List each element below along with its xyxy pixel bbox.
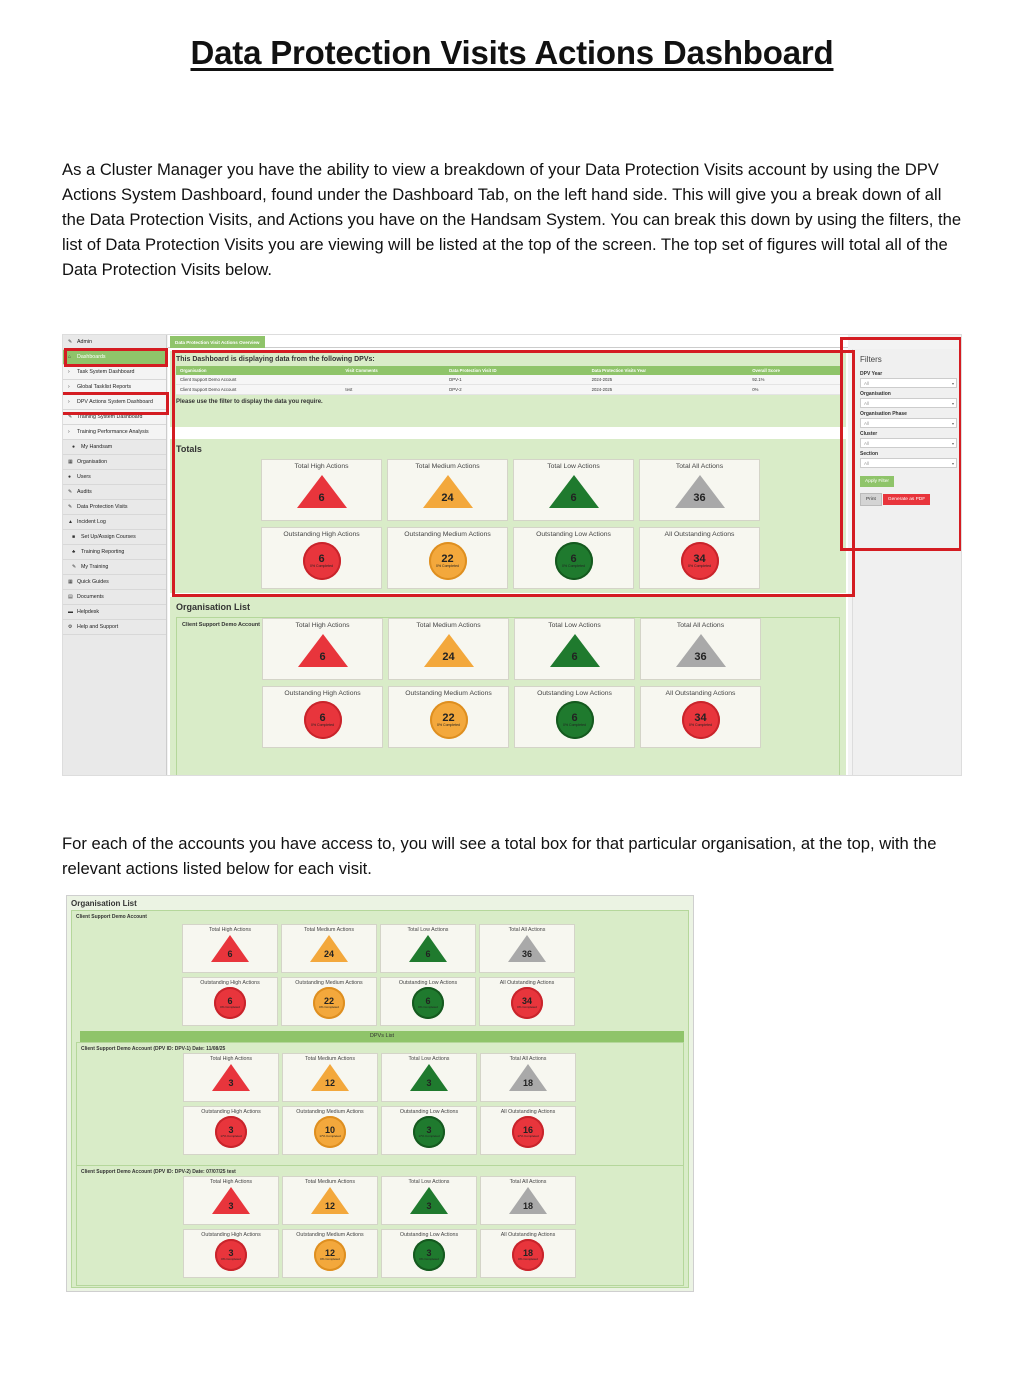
tile-label: Total Low Actions [547,463,600,470]
tile-value: 6 [425,996,431,1006]
sidebar-item-helpdesk[interactable] [63,605,166,620]
dashboard-main [168,335,848,776]
chevron-right-icon: › [68,429,70,435]
tile-total-low-actions [381,1176,477,1225]
tile-all-outstanding-actions [639,527,760,589]
filters-panel [852,349,962,776]
filters-title: Filters [860,355,882,364]
tile-total-low-actions [513,459,634,521]
tile-total-high-actions [183,1053,279,1102]
progress-circle-icon [313,987,345,1019]
tile-value: 6 [571,650,578,663]
tile-total-medium-actions [387,459,508,521]
completed-label: 17% Completed [319,1134,341,1138]
progress-circle-icon [413,1116,445,1148]
tile-label: Total Low Actions [407,927,449,933]
tile-value: 36 [521,948,532,959]
tile-label: All Outstanding Actions [664,531,735,538]
sidebar-item-label: My Handsam [81,444,113,450]
tile-value: 6 [318,552,325,565]
completed-label: 0% Completed [436,563,459,568]
tile-value: 3 [228,1200,234,1211]
totals-heading: Totals [176,444,202,454]
tile-label: Total High Actions [208,927,252,933]
tile-label: Outstanding Medium Actions [405,690,492,697]
dpv-source-heading: This Dashboard is displaying data from the following DPVs: [176,356,375,363]
home-icon: ⌂ [68,354,72,360]
table-cell: DPV-1 [445,375,587,385]
progress-circle-icon [303,542,341,580]
tile-label: Outstanding High Actions [201,1109,261,1115]
sidebar-item-label: Help and Support [77,624,119,630]
sidebar-item-label: Incident Log [77,519,106,525]
tile-total-all-actions [640,618,761,680]
tile-outstanding-low-actions [380,977,476,1026]
filter-select-cluster[interactable] [860,438,957,448]
tile-total-high-actions [182,924,278,973]
tile-value: 36 [693,491,706,504]
tile-label: Total High Actions [209,1179,253,1185]
tile-total-all-actions [479,924,575,973]
tile-outstanding-medium-actions [282,1229,378,1278]
dpv-source-panel [170,351,846,427]
tile-value: 12 [324,1200,335,1211]
tile-label: All Outstanding Actions [500,1109,556,1115]
sidebar-item-users[interactable] [63,470,166,485]
tile-total-low-actions [514,618,635,680]
org-paragraph: For each of the accounts you have access to, you will see a total box for that particular organisation, at the top, with the relevant actions listed below for each visit. [62,834,937,878]
organisation-card-2 [71,910,689,1288]
tile-label: Total High Actions [294,463,349,470]
sidebar-item-set-up-assign-courses[interactable] [63,530,166,545]
sidebar-item-admin[interactable] [63,335,166,350]
progress-circle-icon [314,1239,346,1271]
tile-label: Outstanding High Actions [200,980,260,986]
organisation-name-2: Client Support Demo Account [76,914,147,920]
filter-select-dpv-year[interactable] [860,378,957,388]
tile-label: Total All Actions [509,1179,547,1185]
table-cell: 92.1% [748,375,840,385]
dpvs-list-bar: DPVs List [80,1031,684,1042]
totals-panel [170,439,846,593]
organisation-card [176,617,840,776]
completed-label: 0% Completed [320,1257,340,1261]
completed-label: 0% Completed [518,1257,538,1261]
chevron-right-icon: › [68,399,70,405]
chevron-right-icon: › [68,369,70,375]
sidebar-item-label: Helpdesk [77,609,100,615]
document-title: Data Protection Visits Actions Dashboard [190,34,834,71]
completed-label: 0% Completed [310,563,333,568]
tile-label: Outstanding Medium Actions [295,980,363,986]
tile-total-medium-actions [282,1176,378,1225]
table-cell: DPV-2 [445,385,587,395]
completed-label: 17% Completed [220,1134,242,1138]
apply-filter-button[interactable]: Apply Filter [860,476,894,487]
tab-dpv-overview[interactable]: Data Protection Visit Actions Overview [170,336,265,348]
tile-total-high-actions [262,618,383,680]
wrench-icon: ✎ [68,504,73,510]
table-header-cell: Organisation [176,366,341,375]
tile-outstanding-low-actions [381,1106,477,1155]
tile-value: 34 [693,552,706,565]
sidebar-item-task-system-dashboard[interactable] [63,365,166,380]
tile-label: Outstanding Medium Actions [296,1232,364,1238]
completed-label: 0% Completed [688,563,711,568]
tile-value: 22 [323,996,334,1006]
tile-outstanding-medium-actions [388,686,509,748]
organisation-list-heading: Organisation List [176,602,251,612]
tile-value: 24 [323,948,334,959]
visit-card-2 [76,1165,684,1286]
sidebar-item-my-handsam[interactable] [63,440,166,455]
sidebar-item-quick-guides[interactable] [63,575,166,590]
sidebar-nav [63,335,167,776]
tile-outstanding-high-actions [261,527,382,589]
tile-value: 22 [441,552,454,565]
table-cell: 2024-2025 [588,375,749,385]
tile-label: Outstanding Low Actions [536,531,611,538]
tile-outstanding-high-actions [262,686,383,748]
sidebar-item-global-tasklist-reports[interactable] [63,380,166,395]
tile-value: 3 [426,1200,432,1211]
tile-label: Total Medium Actions [304,1056,356,1062]
completed-label: 0% Completed [517,1005,537,1009]
tile-value: 16 [522,1125,533,1135]
visit-card-1 [76,1042,684,1167]
tile-value: 6 [227,948,233,959]
tile-value: 6 [571,711,578,724]
sidebar-item-label: Quick Guides [77,579,109,585]
table-row [176,375,840,385]
tile-label: All Outstanding Actions [500,1232,556,1238]
progress-circle-icon [215,1116,247,1148]
sidebar-item-label: Task System Dashboard [77,369,135,375]
completed-label: 17% Completed [418,1134,440,1138]
tile-label: Outstanding High Actions [284,690,361,697]
filter-select-value: All [864,440,870,446]
tile-value: 22 [442,711,455,724]
tile-label: Outstanding Medium Actions [404,531,491,538]
table-header-cell: Data Protection Visits Year [588,366,749,375]
sidebar-item-label: Training Reporting [81,549,125,555]
tile-total-medium-actions [282,1053,378,1102]
organisation-list-screenshot [66,895,694,1292]
tile-outstanding-low-actions [514,686,635,748]
tile-label: Total All Actions [676,622,725,629]
chevron-down-icon: ▾ [951,440,954,446]
tile-outstanding-medium-actions [281,977,377,1026]
tile-total-medium-actions [388,618,509,680]
sidebar-item-label: Admin [77,339,93,345]
tile-total-all-actions [480,1053,576,1102]
filter-select-section[interactable] [860,458,957,468]
dashboard-screenshot [62,334,962,776]
sidebar-item-incident-log[interactable] [63,515,166,530]
visit-tiles-2 [183,1176,576,1278]
sidebar-item-dpv-actions-system-dashboard[interactable] [63,395,166,410]
table-cell: 0% [748,385,840,395]
tile-value: 3 [426,1125,432,1135]
completed-label: 0% Completed [419,1257,439,1261]
tile-value: 3 [426,1077,432,1088]
visit-title-1: Client Support Demo Account (DPV ID: DPV-1) Date: 11/08/25 [81,1046,226,1052]
tile-label: Outstanding Low Actions [537,690,612,697]
filter-label-organisation-phase: Organisation Phase [860,411,907,417]
sidebar-item-label: Organisation [77,459,108,465]
sidebar-item-documents[interactable] [63,590,166,605]
sidebar-item-label: Set Up/Assign Courses [81,534,136,540]
sidebar-item-help-and-support[interactable] [63,620,166,635]
progress-circle-icon [429,542,467,580]
sidebar-item-label: My Training [81,564,109,570]
sidebar-item-data-protection-visits[interactable] [63,500,166,515]
tile-label: Outstanding High Actions [283,531,360,538]
progress-circle-icon [215,1239,247,1271]
tile-total-low-actions [380,924,476,973]
wrench-icon: ✎ [68,489,73,495]
tile-value: 6 [319,711,326,724]
tile-label: Total Medium Actions [303,927,355,933]
chevron-right-icon: › [68,384,70,390]
sidebar-item-label: Training System Dashboard [77,414,143,420]
generate-pdf-button[interactable]: Generate as PDF [883,494,930,505]
tile-label: Total High Actions [295,622,350,629]
progress-circle-icon [511,987,543,1019]
completed-label: 0% Completed [418,1005,438,1009]
sidebar-item-organisation[interactable] [63,455,166,470]
table-header-cell: Visit Comments [341,366,445,375]
filter-select-organisation[interactable] [860,398,957,408]
filter-label-section: Section [860,451,879,457]
progress-circle-icon [682,701,720,739]
tile-value: 34 [521,996,532,1006]
tile-label: Outstanding Low Actions [399,1232,459,1238]
tile-value: 6 [227,996,233,1006]
tile-value: 12 [324,1248,335,1258]
filter-label-dpv-year: DPV Year [860,371,883,377]
completed-label: 0% Completed [562,563,585,568]
progress-circle-icon [413,1239,445,1271]
users-icon: ● [68,474,72,480]
filter-select-value: All [864,460,870,466]
tile-label: Outstanding Low Actions [399,1109,459,1115]
warning-icon: ▲ [68,519,73,525]
organisation-name: Client Support Demo Account [182,622,261,628]
tile-label: All Outstanding Actions [499,980,555,986]
sidebar-item-label: Users [77,474,91,480]
table-cell: Client Support Demo Account [176,385,341,395]
tile-value: 6 [318,491,325,504]
completed-label: 0% Completed [689,722,712,727]
sidebar-item-label: Global Tasklist Reports [77,384,132,390]
table-header-cell: Data Protection Visit ID [445,366,587,375]
progress-circle-icon [555,542,593,580]
completed-label: 0% Completed [311,722,334,727]
sidebar-item-dashboards[interactable] [63,350,166,365]
tile-label: Total High Actions [209,1056,253,1062]
progress-circle-icon [512,1239,544,1271]
tile-all-outstanding-actions [479,977,575,1026]
graduation-icon: ■ [72,534,76,540]
tile-total-medium-actions [281,924,377,973]
sidebar-item-training-performance-analysis[interactable] [63,425,166,440]
wrench-icon: ✎ [68,414,73,420]
filter-select-organisation-phase[interactable] [860,418,957,428]
progress-circle-icon [214,987,246,1019]
print-button[interactable]: Print [860,493,882,506]
tile-outstanding-medium-actions [282,1106,378,1155]
tile-outstanding-high-actions [183,1229,279,1278]
filter-label-organisation: Organisation [860,391,891,397]
sitemap-icon: ♣ [72,549,76,555]
tile-label: Outstanding High Actions [201,1232,261,1238]
tile-label: All Outstanding Actions [665,690,736,697]
tile-all-outstanding-actions [640,686,761,748]
tile-value: 18 [522,1077,533,1088]
progress-circle-icon [304,701,342,739]
sidebar-item-audits[interactable] [63,485,166,500]
tile-all-outstanding-actions [480,1106,576,1155]
document-icon: ▤ [68,594,73,600]
tile-total-low-actions [381,1053,477,1102]
tile-value: 3 [426,1248,432,1258]
tile-value: 3 [228,1248,234,1258]
completed-label: 0% Completed [437,722,460,727]
tile-value: 24 [441,491,454,504]
intro-paragraph: As a Cluster Manager you have the ability to view a breakdown of your Data Protection Visits account by using the DPV Actions System Dashboard, found under the Dashboard Tab, on the left hand side. This will give you a break down of all the Data Protection Visits, and Actions you have on the Handsam System. You can break this down by using the filters, the list of Data Protection Visits you are viewing will be listed at the top of the screen. The top set of figures will total all of the Data Protection Visits below. [62,160,962,279]
dpv-table [176,366,840,395]
tile-total-high-actions [183,1176,279,1225]
user-icon: ● [72,444,76,450]
sidebar-item-my-training[interactable] [63,560,166,575]
chevron-down-icon: ▾ [951,420,954,426]
tile-label: Total All Actions [675,463,724,470]
filter-note: Please use the filter to display the data you require. [176,399,323,405]
table-cell [341,375,445,385]
tile-all-outstanding-actions [480,1229,576,1278]
tile-outstanding-low-actions [513,527,634,589]
tile-label: Total All Actions [509,1056,547,1062]
tile-outstanding-high-actions [182,977,278,1026]
progress-circle-icon [512,1116,544,1148]
gear-icon: ⚙ [68,624,73,630]
tile-value: 6 [319,650,326,663]
tile-value: 12 [324,1077,335,1088]
completed-label: 17% Completed [517,1134,539,1138]
filter-select-value: All [864,420,870,426]
tab-bar [168,335,848,348]
sidebar-item-label: DPV Actions System Dashboard [77,399,153,405]
grid-icon: ▦ [68,579,73,585]
chevron-down-icon: ▾ [951,380,954,386]
sidebar-item-label: Documents [77,594,104,600]
completed-label: 0% Completed [319,1005,339,1009]
chevron-down-icon: ▾ [951,460,954,466]
table-row [176,385,840,395]
sidebar-item-training-system-dashboard[interactable] [63,410,166,425]
tile-label: Total Medium Actions [304,1179,356,1185]
totals-tiles [261,459,760,589]
tile-value: 6 [425,948,431,959]
table-cell: Client Support Demo Account [176,375,341,385]
pencil-icon: ✎ [72,564,77,570]
tile-value: 3 [228,1077,234,1088]
tile-label: Outstanding Low Actions [398,980,458,986]
progress-circle-icon [430,701,468,739]
sidebar-item-label: Data Protection Visits [77,504,128,510]
sidebar-item-label: Audits [77,489,92,495]
tile-outstanding-high-actions [183,1106,279,1155]
organisation-list-heading-2: Organisation List [71,899,137,908]
tile-label: Total Medium Actions [415,463,480,470]
tile-outstanding-medium-actions [387,527,508,589]
tile-value: 34 [694,711,707,724]
tile-value: 18 [522,1248,533,1258]
building-icon: ▦ [68,459,73,465]
tile-value: 24 [442,650,455,663]
table-header-row [176,366,840,375]
sidebar-item-label: Dashboards [77,354,106,360]
completed-label: 0% Completed [220,1005,240,1009]
tile-label: Total Medium Actions [416,622,481,629]
progress-circle-icon [412,987,444,1019]
tile-outstanding-low-actions [381,1229,477,1278]
tile-label: Total Low Actions [548,622,601,629]
progress-circle-icon [314,1116,346,1148]
tile-value: 18 [522,1200,533,1211]
filter-label-cluster: Cluster [860,431,878,437]
table-cell: test [341,385,445,395]
tile-value: 10 [324,1125,335,1135]
organisation-tiles-2 [182,924,575,1026]
tile-label: Total All Actions [508,927,546,933]
visit-title-2: Client Support Demo Account (DPV ID: DPV-2) Date: 07/07/25 test [81,1169,236,1175]
tile-value: 6 [570,552,577,565]
filter-select-value: All [864,400,870,406]
table-cell: 2024-2025 [588,385,749,395]
tile-label: Outstanding Medium Actions [296,1109,364,1115]
filter-select-value: All [864,380,870,386]
visit-tiles-1 [183,1053,576,1155]
organisation-list-panel [170,597,846,776]
chevron-down-icon: ▾ [951,400,954,406]
sidebar-item-training-reporting[interactable] [63,545,166,560]
wrench-icon: ✎ [68,339,73,345]
tile-label: Total Low Actions [408,1179,450,1185]
tile-value: 3 [228,1125,234,1135]
tile-total-all-actions [639,459,760,521]
table-header-cell: Overall Score [748,366,840,375]
desktop-icon: ▬ [68,609,73,615]
tile-value: 6 [570,491,577,504]
tile-value: 36 [694,650,707,663]
tile-total-high-actions [261,459,382,521]
tile-total-all-actions [480,1176,576,1225]
progress-circle-icon [681,542,719,580]
organisation-tiles [262,618,761,748]
sidebar-item-label: Training Performance Analysis [77,429,149,435]
completed-label: 0% Completed [221,1257,241,1261]
tile-label: Total Low Actions [408,1056,450,1062]
completed-label: 0% Completed [563,722,586,727]
progress-circle-icon [556,701,594,739]
